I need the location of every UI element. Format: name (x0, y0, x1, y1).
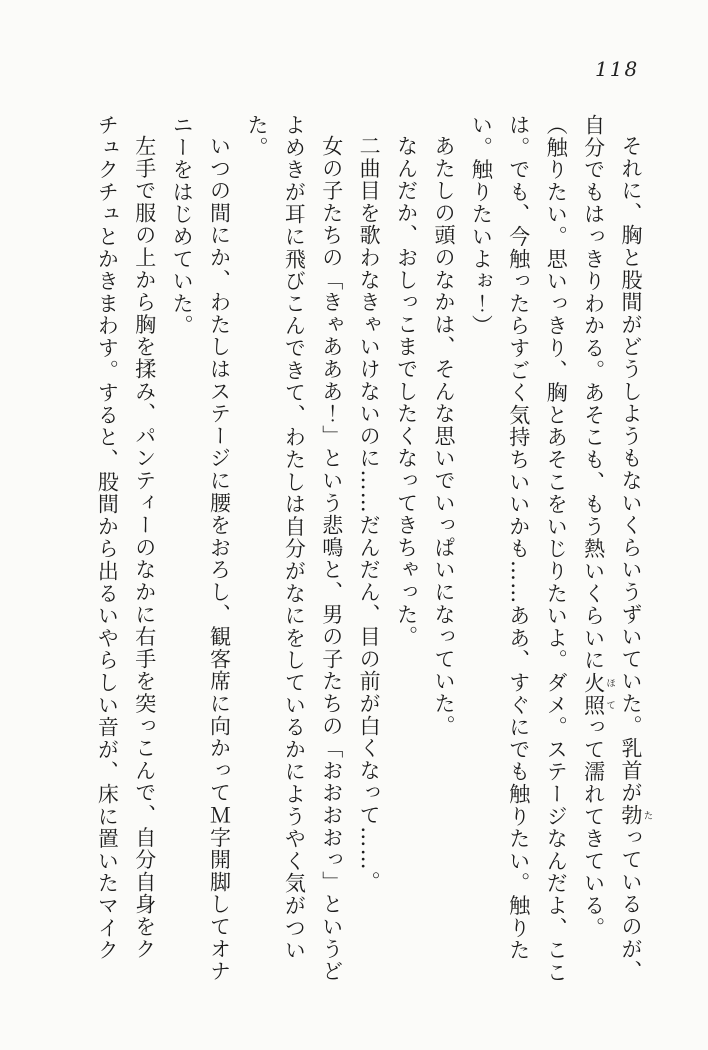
paragraph: （触りたい。思いっきり、胸とあそこをいじりたいよ。ダメ。ステージなんだよ、ここは。でも、今触ったらすごく気持ちいいかも……ああ、すぐにでも触りたい。触りたい。触りたいよぉ！） (469, 114, 569, 984)
ruby-annotated-word: 勃た (619, 804, 653, 827)
paragraph: いつの間にか、わたしはステージに腰をおろし、観客席に向かってＭ字開脚してオナニーをはじめていた。 (170, 114, 232, 983)
body-text-vertical (80, 114, 652, 990)
paragraph: 左手で服の上から胸を揉み、パンティーのなかに右手を突っこんで、自分自身をクチュクチュとかきまわす。すると、股間から出るいやらしい音が、床に置いたマイク (95, 114, 157, 962)
paragraph: 二曲目を歌わなきゃいけないのに……だんだん、目の前が白くなって……。 (357, 135, 382, 894)
paragraph: 女の子たちの「きゃあああ！」という悲鳴と、男の子たちの「おおおおっ」というどよめきが耳に飛びこんできて、わたしは自分がなにをしているかにようやく気がついた。 (244, 114, 344, 983)
ruby-annotated-word: 火照ほて (581, 671, 616, 717)
paragraph: それに、胸と股間がどうしようもないくらいうずいていた。乳首が勃たっているのが、自分でもはっきりわかる。あそこも、もう熱いくらいに火照ほてって濡れてきている。 (581, 114, 653, 983)
page-number: 118 (595, 57, 640, 81)
paragraph: なんだか、おしっこまでしたくなってきちゃった。 (394, 135, 419, 648)
paragraph: あたしの頭のなかは、そんな思いでいっぱいになっていた。 (431, 135, 456, 738)
